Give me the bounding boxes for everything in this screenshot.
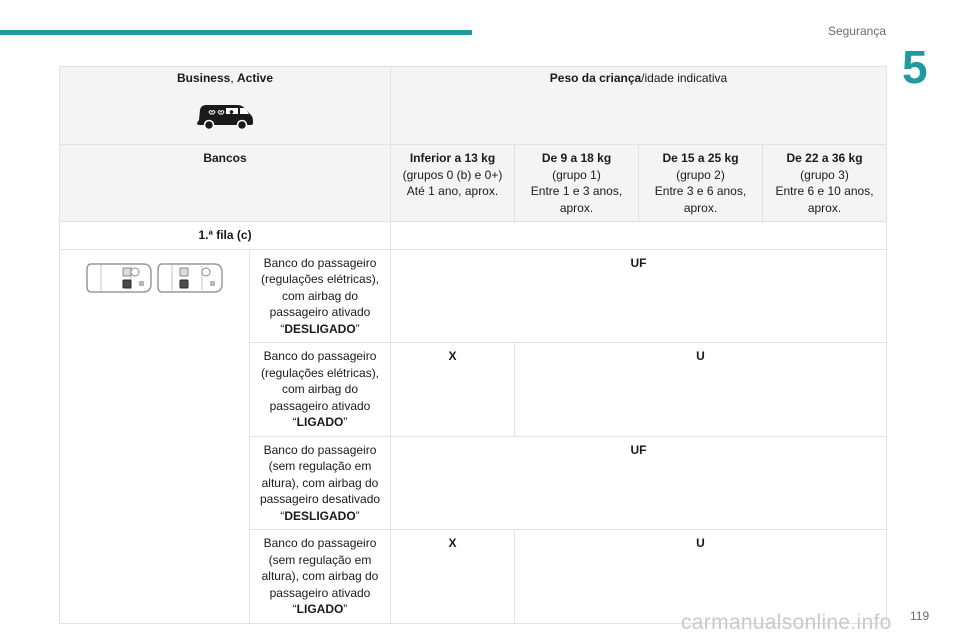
page-number: 119 — [910, 609, 930, 623]
group-weight: De 22 a 36 kg — [786, 151, 863, 165]
car-seat-diagram-icon — [85, 260, 153, 296]
suitability-value — [515, 530, 887, 624]
seat-desc-line: altura), com airbag do — [261, 475, 379, 490]
suitability-value — [515, 343, 887, 437]
group-age-suffix: aprox. — [807, 200, 842, 215]
seat-desc-line: com airbag do — [281, 288, 359, 303]
group-cell — [391, 145, 515, 222]
suitability-code: UF — [630, 442, 647, 457]
car-seat-diagram-icon — [156, 260, 224, 296]
group-age: Entre 3 e 6 anos, — [654, 184, 747, 198]
group-age-suffix: aprox. — [559, 200, 594, 215]
quote-open: “ — [280, 321, 285, 336]
seat-desc-line: (sem regulação em — [268, 459, 372, 473]
seat-desc-line: Banco do passageiro — [263, 349, 377, 363]
group-cell — [515, 145, 639, 222]
group-cell — [639, 145, 763, 222]
child-weight-label: Peso da criança — [549, 71, 642, 85]
suitability-value — [391, 343, 515, 437]
row-label-cell — [60, 222, 391, 250]
header-accent-bar — [0, 30, 472, 35]
suitability-code: U — [696, 349, 705, 363]
suitability-code: U — [696, 536, 705, 550]
airbag-state: LIGADO — [296, 602, 344, 616]
seat-desc-line: Banco do passageiro — [263, 536, 377, 550]
seat-desc-line: passageiro ativado — [269, 398, 371, 413]
seat-description — [250, 436, 391, 530]
suitability-value — [391, 436, 887, 530]
group-age: Entre 6 e 10 anos, — [775, 184, 874, 198]
group-number: (grupo 3) — [800, 167, 849, 182]
vehicle-version-separator: , — [230, 71, 237, 85]
seat-description — [250, 530, 391, 624]
vehicle-version-2: Active — [237, 71, 274, 85]
quote-close: ” — [355, 321, 360, 336]
seat-desc-line: (sem regulação em — [268, 552, 372, 567]
child-seat-table — [59, 66, 887, 624]
watermark: carmanualsonline.info — [681, 611, 892, 634]
group-weight: De 9 a 18 kg — [541, 151, 612, 165]
suitability-code: X — [448, 536, 457, 550]
group-number: (grupo 1) — [552, 167, 601, 182]
seat-description — [250, 249, 391, 343]
seat-desc-line: Banco do passageiro — [263, 442, 377, 457]
van-icon — [196, 102, 254, 130]
quote-open: “ — [292, 415, 297, 429]
suitability-value — [391, 530, 515, 624]
airbag-state: LIGADO — [296, 415, 344, 429]
indicative-age-label: /idade indicativa — [641, 71, 728, 85]
seat-desc-line: passageiro desativado — [259, 492, 381, 506]
section-title: Segurança — [827, 24, 886, 38]
seat-desc-line: Banco do passageiro — [263, 255, 377, 270]
seat-desc-line: altura), com airbag do — [261, 569, 379, 583]
group-weight: Inferior a 13 kg — [409, 151, 496, 165]
suitability-value — [391, 249, 887, 343]
group-age-suffix: aprox. — [683, 200, 718, 215]
group-weight: De 15 a 25 kg — [662, 151, 739, 165]
suitability-code: X — [448, 349, 457, 363]
row-label-empty — [391, 222, 887, 250]
seat-diagram-cell — [60, 249, 250, 623]
seat-desc-line: passageiro ativado — [269, 305, 371, 319]
seats-header — [60, 145, 391, 222]
group-cell — [763, 145, 887, 222]
seat-desc-line: (regulações elétricas), — [260, 272, 380, 286]
quote-open: “ — [280, 508, 285, 523]
child-weight-header — [391, 67, 887, 145]
group-age: Até 1 ano, aprox. — [406, 184, 499, 198]
row-label: 1.ª fila (c) — [198, 228, 252, 242]
seats-label: Bancos — [203, 151, 247, 165]
group-age: Entre 1 e 3 anos, — [530, 184, 623, 198]
seat-desc-line: com airbag do — [281, 382, 359, 396]
group-number: (grupos 0 (b) e 0+) — [402, 167, 503, 182]
vehicle-version-cell — [60, 67, 391, 145]
suitability-code: UF — [630, 255, 647, 270]
vehicle-version-1: Business — [176, 71, 231, 85]
airbag-state: DESLIGADO — [284, 321, 356, 336]
seat-desc-line: passageiro ativado — [269, 585, 371, 600]
quote-close: ” — [355, 508, 360, 523]
chapter-number: 5 — [902, 41, 928, 93]
quote-open: “ — [292, 602, 297, 616]
seat-desc-line: (regulações elétricas), — [260, 365, 380, 380]
group-number: (grupo 2) — [676, 167, 725, 182]
quote-close: ” — [343, 415, 348, 429]
airbag-state: DESLIGADO — [284, 508, 356, 523]
quote-close: ” — [343, 602, 348, 616]
seat-description — [250, 343, 391, 437]
